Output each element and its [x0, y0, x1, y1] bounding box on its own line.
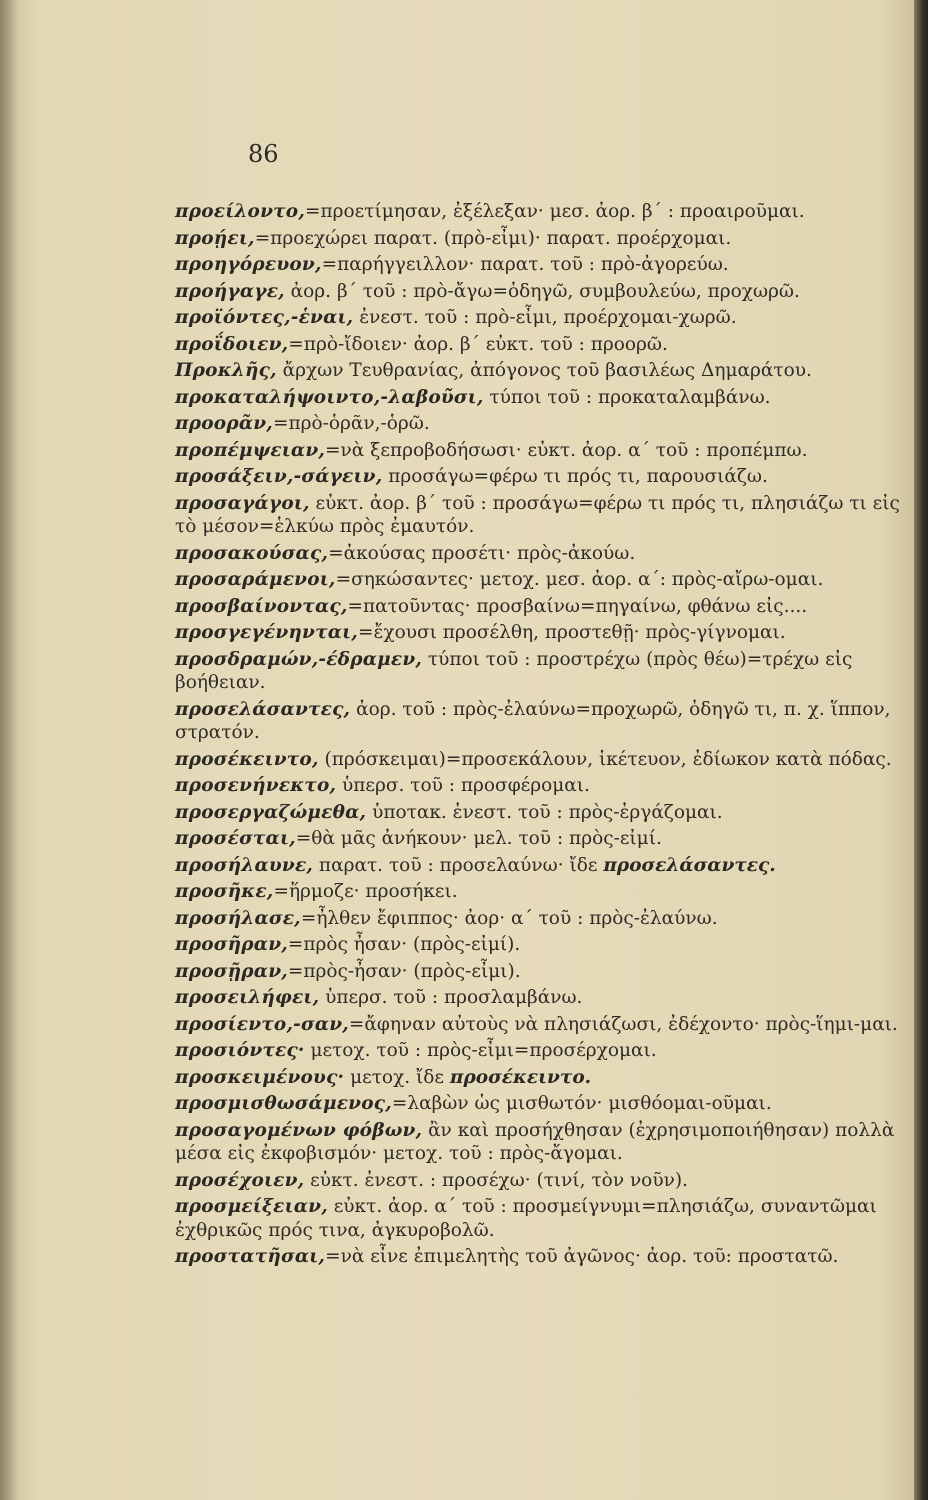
glossary-entry	[175, 1245, 915, 1269]
glossary-entry	[175, 854, 915, 878]
entry-definition: =προεχώρει παρατ. (πρὸ-εἶμι)· παρατ. προέρχομαι.	[254, 227, 732, 249]
glossary-entry	[175, 960, 915, 984]
entry-headword: προείλοντο,	[175, 201, 305, 222]
entry-definition: =ἥρμοζε· προσήκει.	[273, 881, 458, 902]
glossary-entry	[175, 774, 915, 798]
entry-headword: προσίεντο,-σαν,	[175, 1013, 349, 1035]
entry-definition: =πατοῦντας· προσβαίνω=πηγαίνω, φθάνω εἰς....	[347, 595, 808, 617]
entry-definition: εὐκτ. ἐνεστ. : προσέχω· (τινί, τὸν νοῦν).	[304, 1169, 688, 1191]
entry-headword: προηγόρευον,	[175, 254, 322, 275]
entry-definition: =ἦλθεν ἔφιππος· ἀορ· α΄ τοῦ : πρὸς-ἐλαύνω.	[300, 907, 718, 929]
glossary-entry	[175, 748, 915, 772]
entry-headword: προσῆκε,	[175, 881, 274, 902]
glossary-entry	[175, 907, 915, 931]
glossary-entry	[175, 439, 915, 463]
entry-definition: μετοχ. τοῦ : πρὸς-εἶμι=προσέρχομαι.	[304, 1040, 657, 1061]
glossary-entry	[175, 621, 915, 645]
glossary-entry	[175, 880, 915, 904]
entry-definition: τύποι τοῦ : προστρέχω (πρὸς θέω)=τρέχω εἰς βοήθειαν.	[175, 648, 853, 693]
glossary-entry	[175, 827, 915, 851]
glossary-entry	[175, 986, 915, 1010]
entry-definition: (πρόσκειμαι)=προσεκάλουν, ἱκέτευον, ἐδίωκον κατὰ πόδας.	[318, 748, 892, 770]
entry-cross-reference: προσέκειντο.	[449, 1066, 592, 1088]
glossary-entry	[175, 568, 915, 592]
glossary-entry	[175, 1066, 915, 1090]
entry-definition: =πρὸς-ἦσαν· (πρὸς-εἶμι).	[287, 960, 521, 982]
entry-definition: =πρὸς ἦσαν· (πρὸς-εἰμί).	[287, 934, 521, 955]
glossary-entry	[175, 200, 915, 224]
entry-headword: προσαγάγοι,	[175, 492, 310, 514]
entry-headword: προσδραμών,-έδραμεν,	[175, 648, 423, 670]
entry-headword: προσέχοιεν,	[175, 1169, 305, 1191]
entry-headword: προκαταλήψοιντο,-λαβοῦσι,	[175, 386, 484, 408]
entry-headword: προσακούσας,	[175, 542, 329, 564]
entry-definition: =θὰ μᾶς ἀνήκουν· μελ. τοῦ : πρὸς-εἰμί.	[295, 828, 662, 849]
entry-definition: εὐκτ. ἀορ. α΄ τοῦ : προσμείγνυμι=πλησιάζω, συναντῶμαι ἐχθρικῶς πρός τινα, ἀγκυροβολῶ.	[175, 1196, 877, 1241]
entry-headword: προσῇραν,	[175, 960, 288, 982]
entry-definition: ἂν καὶ προσήχθησαν (ἐχρησιμοποιήθησαν) πολλὰ μέσα εἰς ἐκφοβισμόν· μετοχ. τοῦ : πρὸς-ἄγομαι.	[175, 1119, 895, 1164]
entry-definition: ἀορ. τοῦ : πρὸς-ἐλαύνω=προχωρῶ, ὁδηγῶ τι, π. χ. ἵππον, στρατόν.	[175, 698, 891, 743]
entry-headword: προσβαίνοντας,	[175, 595, 348, 617]
entry-headword: προσέκειντο,	[175, 748, 319, 770]
page-edge	[914, 0, 928, 1500]
entry-definition: ὑποτακ. ἐνεστ. τοῦ : πρὸς-ἐργάζομαι.	[366, 801, 723, 823]
entry-definition: ὑπερσ. τοῦ : προσφέρομαι.	[336, 775, 590, 796]
entry-headword: προσενήνεκτο,	[175, 775, 337, 796]
entry-headword: προσήλασε,	[175, 907, 301, 929]
entry-definition: =νὰ εἶνε ἐπιμελητὴς τοῦ ἀγῶνος· ἀορ. τοῦ: προστατῶ.	[325, 1246, 839, 1267]
glossary-entry	[175, 1039, 915, 1063]
entry-headword: προσέσται,	[175, 828, 296, 849]
entry-definition: παρατ. τοῦ : προσελαύνω· ἴδε	[313, 854, 604, 876]
glossary-entry	[175, 648, 915, 695]
entry-definition: τύποι τοῦ : προκαταλαμβάνω.	[483, 386, 771, 408]
entry-headword: Προκλῆς,	[175, 360, 277, 381]
entry-definition: ἄρχων Τευθρανίας, ἀπόγονος τοῦ βασιλέως Δημαράτου.	[276, 360, 812, 381]
page-number: 86	[248, 140, 279, 168]
glossary-entry	[175, 801, 915, 825]
glossary-entry	[175, 595, 915, 619]
glossary-entry	[175, 1119, 915, 1166]
entry-headword: προσμείξειαν,	[175, 1196, 328, 1217]
entry-cross-reference: προσελάσαντες.	[603, 854, 776, 876]
entry-definition: =πρὸ-ὁρᾶν,-ὁρῶ.	[272, 413, 430, 434]
entry-definition: εὐκτ. ἀορ. β΄ τοῦ : προσάγω=φέρω τι πρός τι, πλησιάζω τι εἰς τὸ μέσον=ἑλκύω πρὸς ἐμαυτόν.	[175, 492, 900, 537]
glossary-entry	[175, 492, 915, 539]
entry-headword: προσάξειν,-σάγειν,	[175, 466, 383, 487]
entry-definition: =παρήγγειλλον· παρατ. τοῦ : πρὸ-ἀγορεύω.	[321, 254, 729, 275]
entry-headword: προστατῆσαι,	[175, 1246, 326, 1267]
glossary-entry	[175, 412, 915, 436]
glossary-entry	[175, 306, 915, 330]
entry-headword: προσεργαζώμεθα,	[175, 801, 367, 823]
glossary-entry	[175, 1092, 915, 1116]
entry-headword: προπέμψειαν,	[175, 439, 326, 461]
glossary-entry	[175, 1013, 915, 1037]
entry-definition: =λαβὼν ὡς μισθωτόν· μισθόομαι-οῦμαι.	[391, 1093, 772, 1114]
glossary-entry	[175, 1169, 915, 1193]
entry-headword: προσιόντες·	[175, 1040, 305, 1061]
entry-headword: προσελάσαντες,	[175, 698, 351, 720]
glossary-entry	[175, 465, 915, 489]
entry-definition: =προετίμησαν, ἐξέλεξαν· μεσ. ἀορ. β΄ : προαιροῦμαι.	[304, 201, 805, 222]
entry-headword: προΐδοιεν,	[175, 333, 289, 355]
glossary-entry	[175, 1195, 915, 1242]
glossary-entry	[175, 933, 915, 957]
entry-definition: =ἔχουσι προσέλθη, προστεθῇ· πρὸς-γίγνομαι.	[357, 622, 786, 643]
entry-headword: προορᾶν,	[175, 413, 273, 434]
entry-definition: ὑπερσ. τοῦ : προσλαμβάνω.	[319, 987, 583, 1008]
entry-definition: =ἀκούσας προσέτι· πρὸς-ἀκούω.	[328, 542, 636, 564]
entry-definition: =νὰ ξεπροβοδήσωσι· εὐκτ. ἀορ. α΄ τοῦ : προπέμπω.	[325, 439, 808, 461]
glossary-entry	[175, 253, 915, 277]
entry-headword: προϊόντες,-ἑναι,	[175, 307, 354, 328]
entry-definition: =πρὸ-ἴδοιεν· ἀορ. β΄ εὐκτ. τοῦ : προορῶ.	[288, 333, 668, 355]
entry-definition: μετοχ. ἴδε	[344, 1066, 450, 1088]
glossary-entry	[175, 333, 915, 357]
entry-headword: προήγαγε,	[175, 280, 285, 302]
glossary-entry	[175, 280, 915, 304]
glossary-entry	[175, 542, 915, 566]
entry-headword: προσειλήφει,	[175, 987, 320, 1008]
entry-definition: =ἄφηναν αὐτοὺς νὰ πλησιάζωσι, ἐδέχοντο· πρὸς-ἵημι-μαι.	[348, 1013, 898, 1035]
entry-headword: προσαγομένων φόβων,	[175, 1119, 423, 1141]
glossary-entry	[175, 359, 915, 383]
entry-headword: προσκειμένους·	[175, 1066, 345, 1088]
glossary-entries	[175, 200, 915, 1272]
entry-headword: προσαράμενοι,	[175, 569, 336, 590]
glossary-entry	[175, 386, 915, 410]
entry-definition: =σηκώσαντες· μετοχ. μεσ. ἀορ. α΄: πρὸς-αἴρω-ομαι.	[335, 569, 824, 590]
entry-headword: προσῆραν,	[175, 934, 288, 955]
entry-definition: ἐνεστ. τοῦ : πρὸ-εἶμι, προέρχομαι-χωρῶ.	[353, 307, 737, 328]
entry-headword: προσγεγένηνται,	[175, 622, 358, 643]
page-gutter-shadow	[0, 0, 18, 1500]
entry-definition: ἀορ. β΄ τοῦ : πρὸ-ἄγω=ὁδηγῶ, συμβουλεύω, προχωρῶ.	[284, 280, 800, 302]
entry-definition: προσάγω=φέρω τι πρός τι, παρουσιάζω.	[382, 466, 768, 487]
entry-headword: προσήλαυνε,	[175, 854, 314, 876]
entry-headword: προῄει,	[175, 227, 255, 249]
glossary-entry	[175, 227, 915, 251]
glossary-entry	[175, 698, 915, 745]
entry-headword: προσμισθωσάμενος,	[175, 1093, 392, 1114]
